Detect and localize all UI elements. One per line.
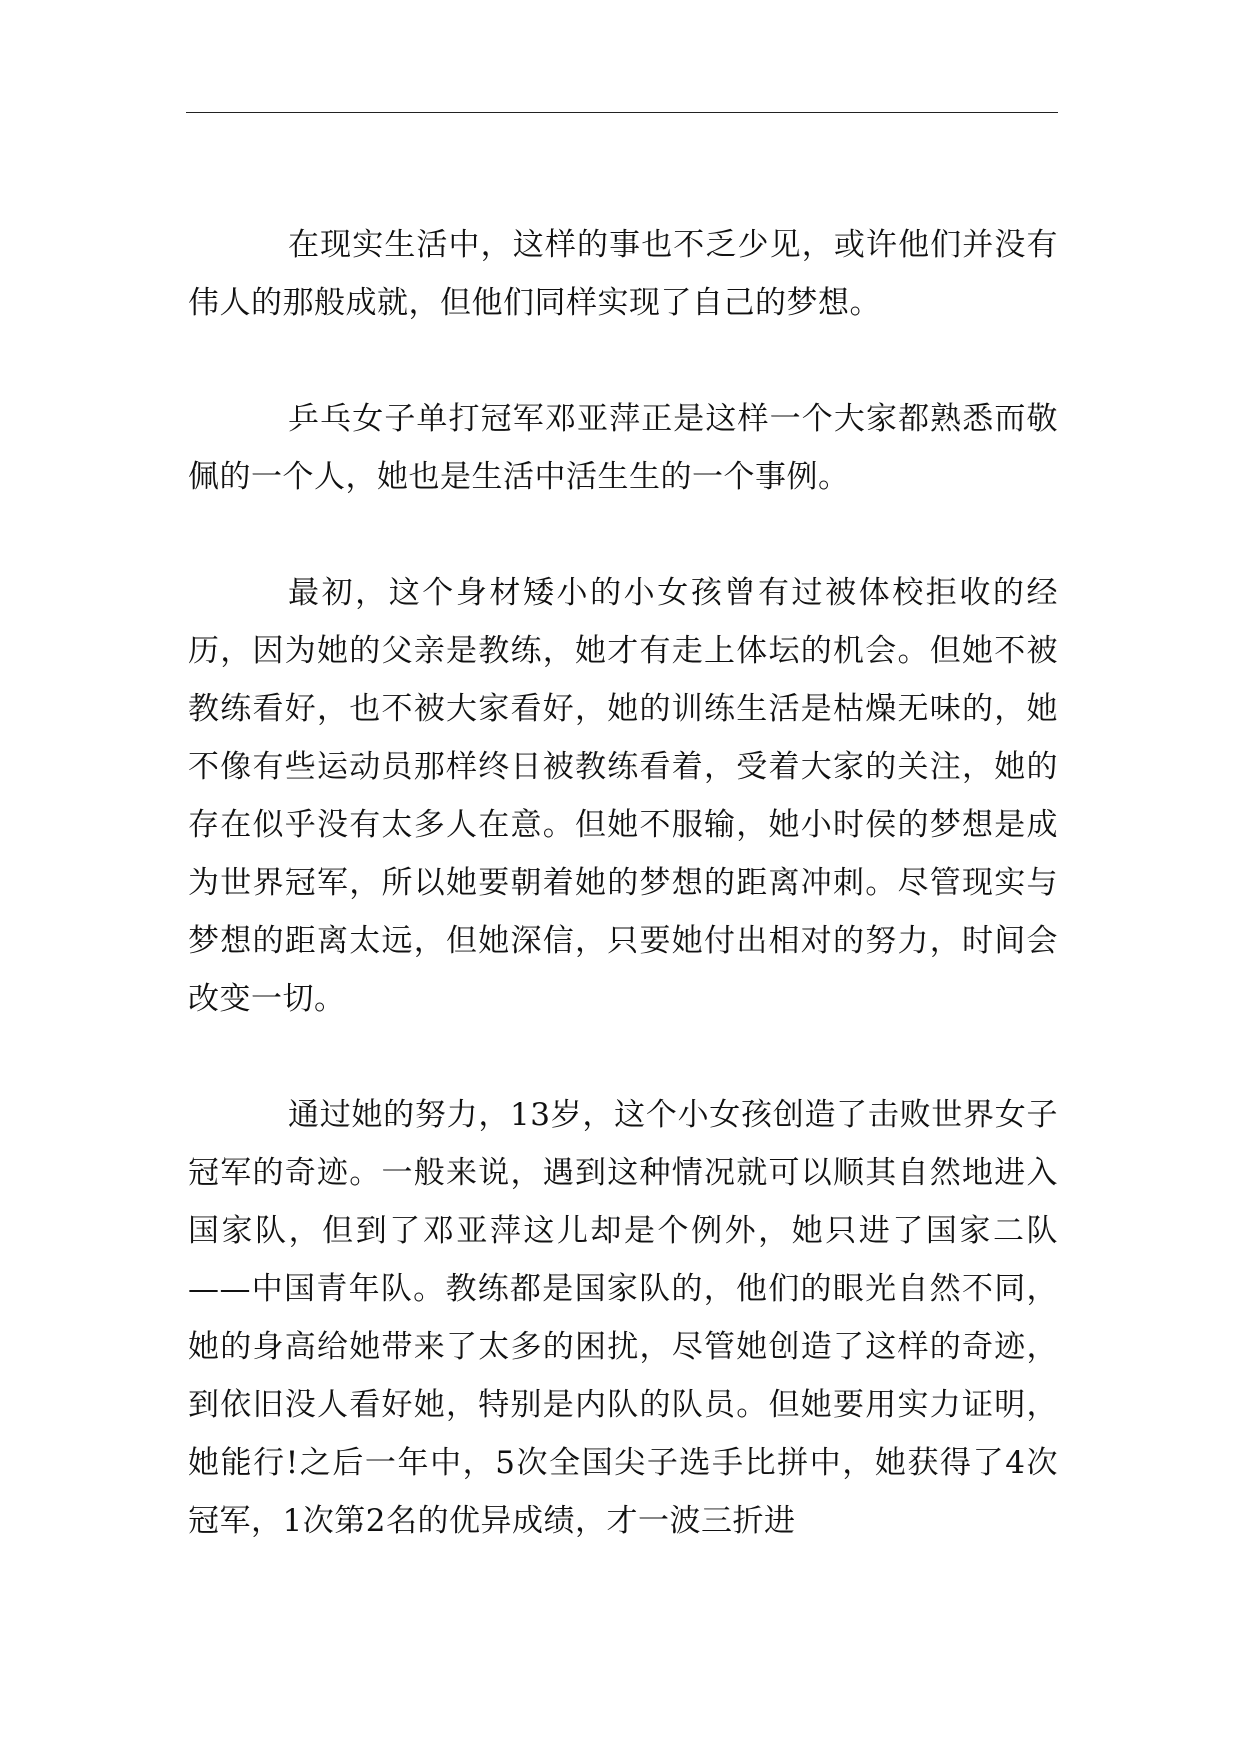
paragraph-1: 在现实生活中，这样的事也不乏少见，或许他们并没有伟人的那般成就，但他们同样实现了自己的梦想。 <box>188 227 1058 321</box>
paragraph-4: 通过她的努力，13岁，这个小女孩创造了击败世界女子冠军的奇迹。一般来说，遇到这种情况就可以顺其自然地进入国家队，但到了邓亚萍这儿却是个例外，她只进了国家二队——中国青年队。教练都是国家队的，他们的眼光自然不同，她的身高给她带来了太多的困扰，尽管她创造了这样的奇迹，到依旧没人看好她，特别是内队的队员。但她要用实力证明，她能行!之后一年中，5次全国尖子选手比拼中，她获得了4次冠军，1次第2名的优异成绩，才一波三折进 <box>188 1097 1058 1539</box>
document-body <box>188 216 1058 1550</box>
header-rule <box>186 112 1058 113</box>
paragraph-3: 最初，这个身材矮小的小女孩曾有过被体校拒收的经历，因为她的父亲是教练，她才有走上体坛的机会。但她不被教练看好，也不被大家看好，她的训练生活是枯燥无味的，她不像有些运动员那样终日被教练看着，受着大家的关注，她的存在似乎没有太多人在意。但她不服输，她小时侯的梦想是成为世界冠军，所以她要朝着她的梦想的距离冲刺。尽管现实与梦想的距离太远，但她深信，只要她付出相对的努力，时间会改变一切。 <box>188 575 1058 1017</box>
paragraph-2: 乒乓女子单打冠军邓亚萍正是这样一个大家都熟悉而敬佩的一个人，她也是生活中活生生的一个事例。 <box>188 401 1058 495</box>
